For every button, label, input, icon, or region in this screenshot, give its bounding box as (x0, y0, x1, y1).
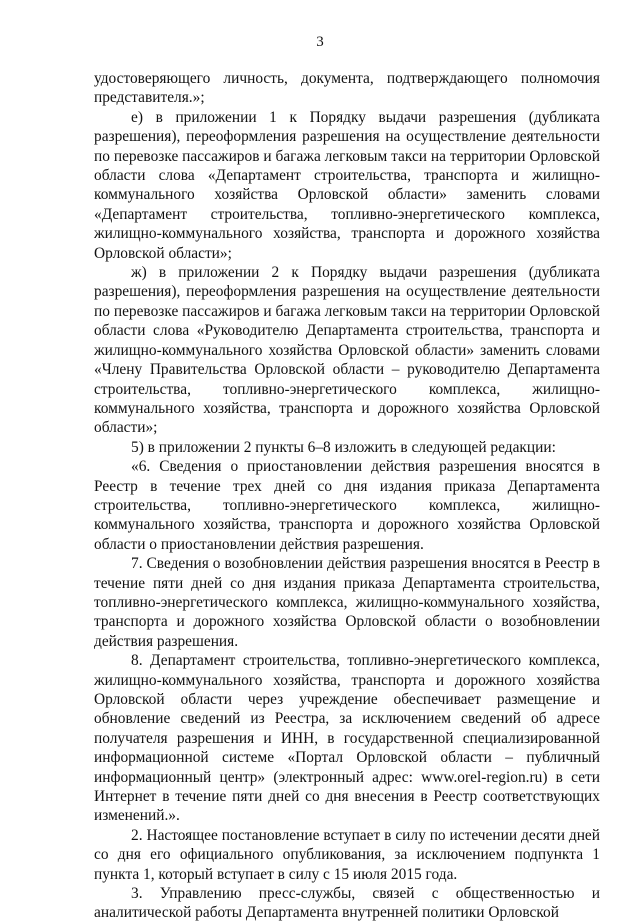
paragraph-continuation: удостоверяющего личность, документа, подтверждающего полномочия представителя.»; (94, 70, 600, 107)
page-number: 3 (316, 34, 324, 50)
document-body (94, 69, 600, 923)
paragraph-point-8: 8. Департамент строительства, топливно-энергетического комплекса, жилищно-коммунального хозяйства, транспорта и дорожного хозяйства Орловской области через учреждение обеспечивает размещение и обновление сведений из Реестра, за исключением сведений об адресе получателя разрешения и ИНН, в государственной специализированной информационной системе «Портал Орловской области – публичный информационный центр» (электронный адрес: www.orel-region.ru) в сети Интернет в течение пяти дней со дня внесения в Реестр соответствующих изменений.». (94, 652, 600, 825)
paragraph-item-zh: ж) в приложении 2 к Порядку выдачи разрешения (дубликата разрешения), переоформления разрешения на осуществление деятельности по перевозке пассажиров и багажа легковым такси на территории Орловской области слова «Руководителю Департамента строительства, транспорта и жилищно-коммунального хозяйства Орловской области» заменить словами «Члену Правительства Орловской области – руководителю Департамента строительства, топливно-энергетического комплекса, жилищно-коммунального хозяйства, транспорта и дорожного хозяйства Орловской области»; (94, 264, 600, 437)
paragraph-point-6: «6. Сведения о приостановлении действия разрешения вносятся в Реестр в течение трех дней со дня издания приказа Департамента строительства, топливно-энергетического комплекса, жилищно-коммунального хозяйства, транспорта и дорожного хозяйства Орловской области о приостановлении действия разрешения. (94, 458, 600, 553)
paragraph-point-7: 7. Сведения о возобновлении действия разрешения вносятся в Реестр в течение пяти дней со дня издания приказа Департамента строительства, топливно-энергетического комплекса, жилищно-коммунального хозяйства, транспорта и дорожного хозяйства Орловской области о возобновлении действия разрешения. (94, 555, 600, 650)
paragraph-section-2: 2. Настоящее постановление вступает в силу по истечении десяти дней со дня его официального опубликования, за исключением подпункта 1 пункта 1, который вступает в силу с 15 июля 2015 года. (94, 826, 600, 883)
paragraph-item-e: е) в приложении 1 к Порядку выдачи разрешения (дубликата разрешения), переоформления разрешения на осуществление деятельности по перевозке пассажиров и багажа легковым такси на территории Орловской области слова «Департамент строительства, транспорта и жилищно-коммунального хозяйства Орловской области» заменить словами «Департамент строительства, топливно-энергетического комплекса, жилищно-коммунального хозяйства, транспорта и дорожного хозяйства Орловской области»; (94, 108, 600, 262)
paragraph-section-3: 3. Управлению пресс-службы, связей с общественностью и аналитической работы Департамента внутренней политики Орловской (94, 885, 600, 922)
paragraph-item-5: 5) в приложении 2 пункты 6–8 изложить в следующей редакции: (131, 438, 556, 456)
